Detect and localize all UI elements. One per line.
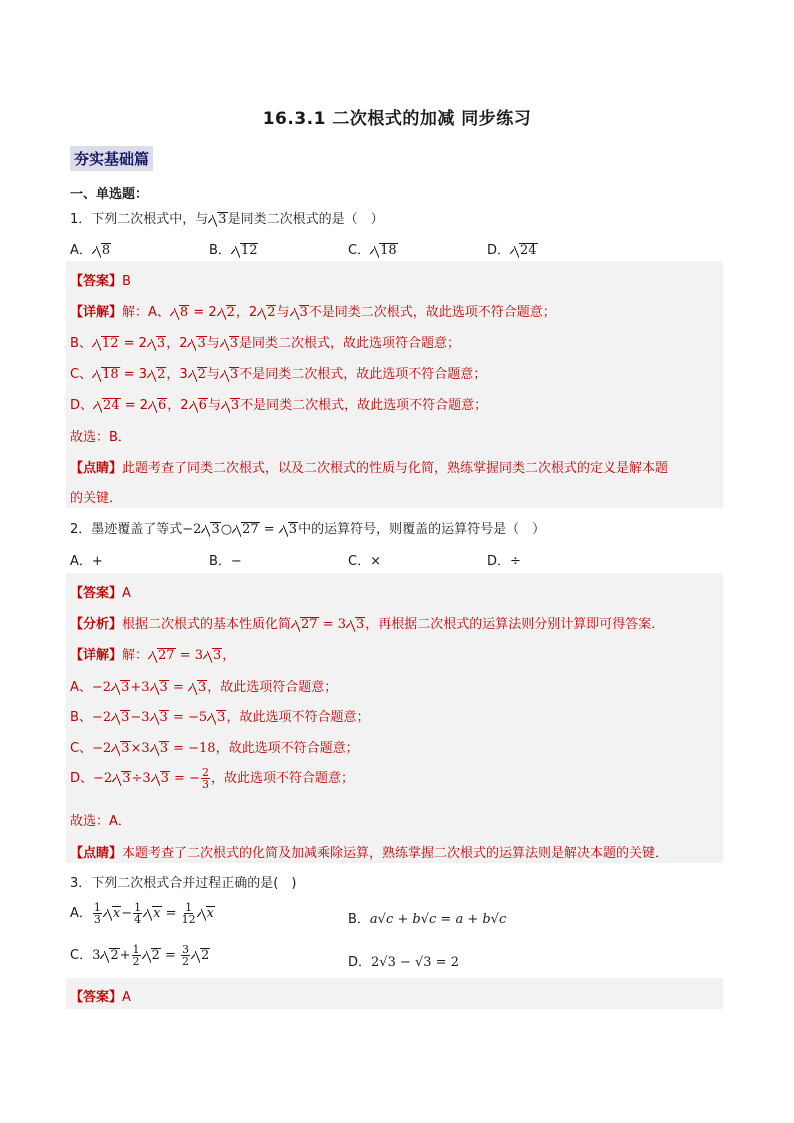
q1-point: 【点睛】此题考查了同类二次根式，以及二次根式的性质与化简，熟练掌握同类二次根式的定义是解本题 [70,461,669,476]
q2-answer: 【答案】A [70,586,131,601]
q2-line-a: A、−2 3+3 3 = 3，故此选项符合题意； [70,680,338,695]
q3-option-b: B．a√c + b√c = a + b√c [348,912,507,927]
q2-option-b: B．− [209,554,242,569]
q2-choose: 故选：A． [70,814,131,829]
part-heading: 一、单选题： [70,187,149,202]
q1-detail-c: C、 18 = 3 2，3 2与 3不是同类二次根式，故此选项不符合题意； [70,367,487,382]
page-title: 16.3.1 二次根式的加减 同步练习 [262,109,532,129]
q2-analysis: 【分析】根据二次根式的基本性质化简 27 = 3 3，再根据二次根式的运算法则分别计算即可得答案． [70,617,665,632]
q3-answer: 【答案】A [70,990,131,1005]
q1-option-b: B． 12 [209,243,258,258]
q3-solution-box [66,978,723,1009]
q1-detail-d: D、 24 = 2 6，2 6与 3不是同类二次根式，故此选项不符合题意； [70,398,488,413]
q2-line-d: D、−2 3÷3 3 = − $\frac{2}{3}$ ，故此选项不符合题意； [70,766,354,791]
q2-line-c: C、−2 3×3 3 = −18，故此选项不符合题意； [70,741,359,756]
q2-options [70,550,670,569]
q3-stem: 3．下列二次根式合并过程正确的是( ) [70,876,297,891]
q1-point-cont: 的关键． [70,491,123,506]
q1-detail-b: B、 12 = 2 3，2 3与 3是同类二次根式，故此选项符合题意； [70,336,461,351]
q2-option-a: A．+ [70,554,103,569]
q2-option-c: C．× [348,554,381,569]
section-heading: 夯实基础篇 [70,146,153,171]
q1-detail-a: 【详解】解：A、 8 = 2 2，2 2与 3不是同类二次根式，故此选项不符合题意； [70,305,556,320]
q1-option-a: A． 8 [70,243,111,258]
q1-answer: 【答案】B [70,274,131,289]
q2-option-d: D．÷ [487,554,521,569]
q3-option-c: C．3 2+ $\frac{1}{2}$ 2 = $\frac{3}{2}$ 2 [70,943,210,968]
q2-line-b: B、−2 3−3 3 = −5 3，故此选项不符合题意； [70,710,370,725]
q2-point: 【点睛】本题考查了二次根式的化简及加减乘除运算，熟练掌握二次根式的运算法则是解决本题的关键． [70,846,669,861]
q1-option-c: C． 18 [348,243,397,258]
q3-option-a: A． $\frac{1}{3}$ x− $\frac{1}{4}$ x = $\frac{1}{12}$ x [70,901,215,926]
q2-detail: 【详解】解： 27 = 3 3， [70,648,236,663]
q1-choose: 故选：B． [70,430,131,445]
q2-stem: 2．墨迹覆盖了等式−2 3○ 27 = 3中的运算符号，则覆盖的运算符号是（ ） [70,522,546,537]
q1-option-d: D． 24 [487,243,537,258]
q3-option-d: D．2√3 − √3 = 2 [348,955,459,970]
q1-options [70,239,670,258]
q1-stem: 1．下列二次根式中，与 3是同类二次根式的是（ ） [70,212,384,227]
